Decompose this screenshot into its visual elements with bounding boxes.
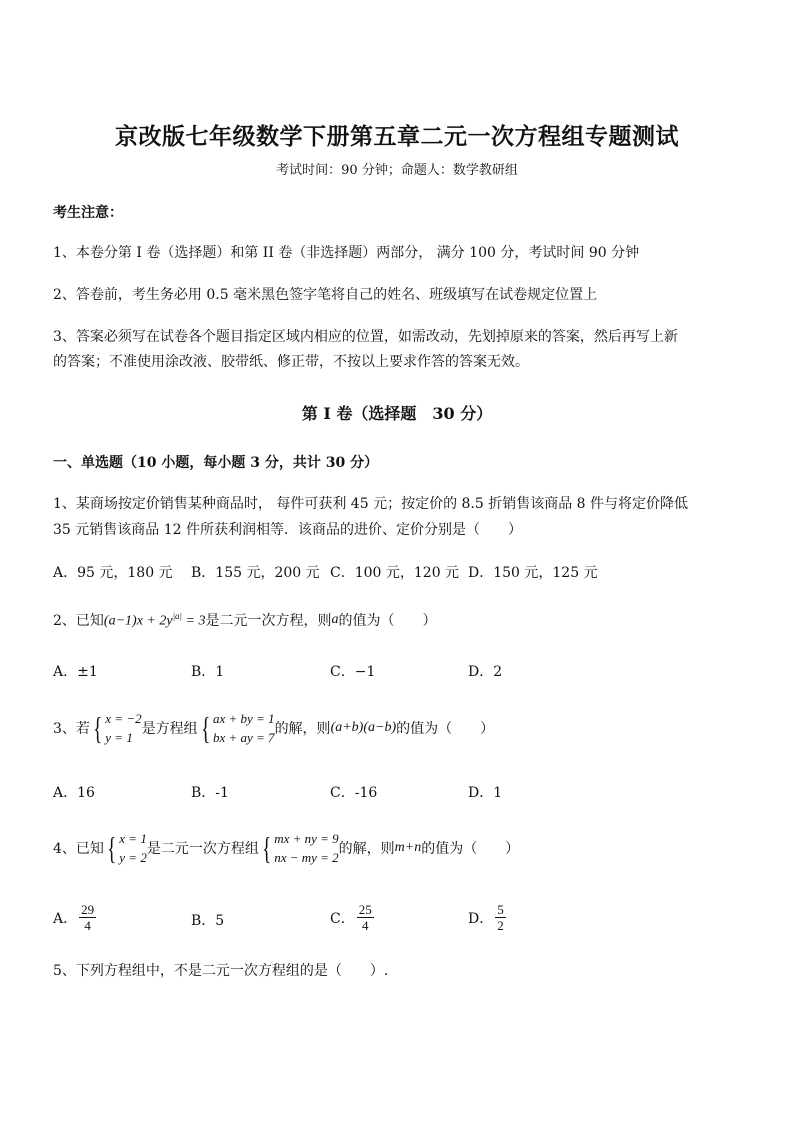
question-4-stem <box>53 829 519 867</box>
notice-item-3-line2: 的答案；不准使用涂改液、胶带纸、修正带，不按以上要求作答的答案无效。 <box>53 354 529 370</box>
question-2-stem <box>53 610 436 630</box>
question-2-option-a: A．±1 <box>53 664 98 680</box>
question-3-solution-system <box>90 709 142 747</box>
question-2-middle: 是二元一次方程，则 <box>205 613 332 629</box>
system-line: nx − my = 2 <box>274 850 339 865</box>
question-2-suffix: 的值为（ ） <box>338 613 437 629</box>
question-2-equation: $(a-1)x + 2y^{|a|} = 3$ <box>103 610 206 629</box>
question-3-option-b: B．-1 <box>191 785 229 801</box>
question-3-stem <box>53 709 494 747</box>
system-line: bx + ay = 7 <box>212 730 275 745</box>
question-2-option-c: C．−1 <box>330 664 376 680</box>
option-label: C． <box>330 910 355 927</box>
fraction <box>357 902 374 933</box>
question-3-prefix: 3、若 <box>53 721 90 737</box>
question-4-suffix: 的值为（ ） <box>421 841 520 857</box>
option-label: A． <box>53 910 78 927</box>
question-1-option-d: D．150 元，125 元 <box>468 565 598 581</box>
fraction-numerator: 25 <box>358 902 372 917</box>
question-4-option-a <box>53 902 96 933</box>
fraction-numerator: 29 <box>81 902 95 917</box>
system-line: x = −2 <box>105 711 142 726</box>
question-2-option-d: D．2 <box>468 664 503 680</box>
question-4-expression: m+n <box>394 840 422 855</box>
fraction <box>495 902 506 933</box>
left-brace-icon: { <box>200 710 210 746</box>
question-5-stem: 5、下列方程组中，不是二元一次方程组的是（ ）. <box>53 963 389 979</box>
question-3-middle: 是方程组 <box>141 721 198 737</box>
left-brace-icon: { <box>92 710 103 746</box>
question-3-middle2: 的解，则 <box>274 721 331 737</box>
part-heading: 一、单选题（10 小题，每小题 3 分，共计 30 分） <box>53 455 379 471</box>
question-4-prefix: 4、已知 <box>53 841 104 857</box>
question-4-equation-system <box>259 829 339 867</box>
question-4-option-c <box>330 902 374 933</box>
question-3-option-a: A．16 <box>53 785 95 801</box>
notice-heading: 考生注意： <box>53 205 123 221</box>
page-title: 京改版七年级数学下册第五章二元一次方程组专题测试 <box>115 123 679 150</box>
fraction-numerator: 5 <box>497 902 504 917</box>
notice-item-1: 1、本卷分第 I 卷（选择题）和第 II 卷（非选择题）两部分， 满分 100 分，考试时间 90 分钟 <box>53 245 640 261</box>
question-2-variable: a <box>331 612 339 627</box>
left-brace-icon: { <box>261 830 272 866</box>
section-title: 第 I 卷（选择题 30 分） <box>301 404 493 423</box>
question-1-line1: 1、某商场按定价销售某种商品时， 每件可获利 45 元；按定价的 8.5 折销售该商品 8 件与将定价降低 <box>53 496 689 512</box>
question-3-option-c: C．-16 <box>330 785 378 801</box>
question-1-option-b: B．155 元，200 元 <box>191 565 320 581</box>
question-4-option-d <box>468 902 506 933</box>
fraction-denominator: 4 <box>361 918 369 933</box>
system-line: y = 1 <box>105 730 133 745</box>
question-3-suffix: 的值为（ ） <box>396 721 495 737</box>
notice-item-2: 2、答卷前，考生务必用 0.5 毫米黑色签字笔将自己的姓名、班级填写在试卷规定位置上 <box>53 287 598 303</box>
fraction-denominator: 4 <box>84 918 91 933</box>
question-1-line2: 35 元销售该商品 12 件所获利润相等．该商品的进价、定价分别是（ ） <box>53 522 522 538</box>
fraction-denominator: 2 <box>497 918 504 933</box>
system-line: mx + ny = 9 <box>274 831 339 846</box>
question-1-option-a: A．95 元，180 元 <box>53 565 173 581</box>
fraction <box>79 902 96 933</box>
question-4-solution-system <box>104 829 147 867</box>
system-line: x = 1 <box>119 831 147 846</box>
system-line: y = 2 <box>119 850 147 865</box>
question-1-option-c: C．100 元，120 元 <box>330 565 460 581</box>
left-brace-icon: { <box>106 830 117 866</box>
question-3-option-d: D．1 <box>468 785 503 801</box>
question-4-option-b: B．5 <box>191 913 225 929</box>
system-line: ax + by = 1 <box>212 711 275 726</box>
question-2-prefix: 2、已知 <box>53 613 104 629</box>
question-4-middle: 是二元一次方程组 <box>146 841 259 857</box>
question-3-expression: (a+b)(a−b) <box>330 720 397 735</box>
notice-item-3-line1: 3、答案必须写在试卷各个题目指定区域内相应的位置，如需改动，先划掉原来的答案，然后再写上新 <box>53 329 678 345</box>
question-4-middle2: 的解，则 <box>338 841 395 857</box>
option-label: D． <box>468 910 494 927</box>
question-2-option-b: B．1 <box>191 664 225 680</box>
question-3-equation-system <box>198 709 275 747</box>
page-subtitle: 考试时间：90 分钟；命题人：数学教研组 <box>276 163 518 178</box>
